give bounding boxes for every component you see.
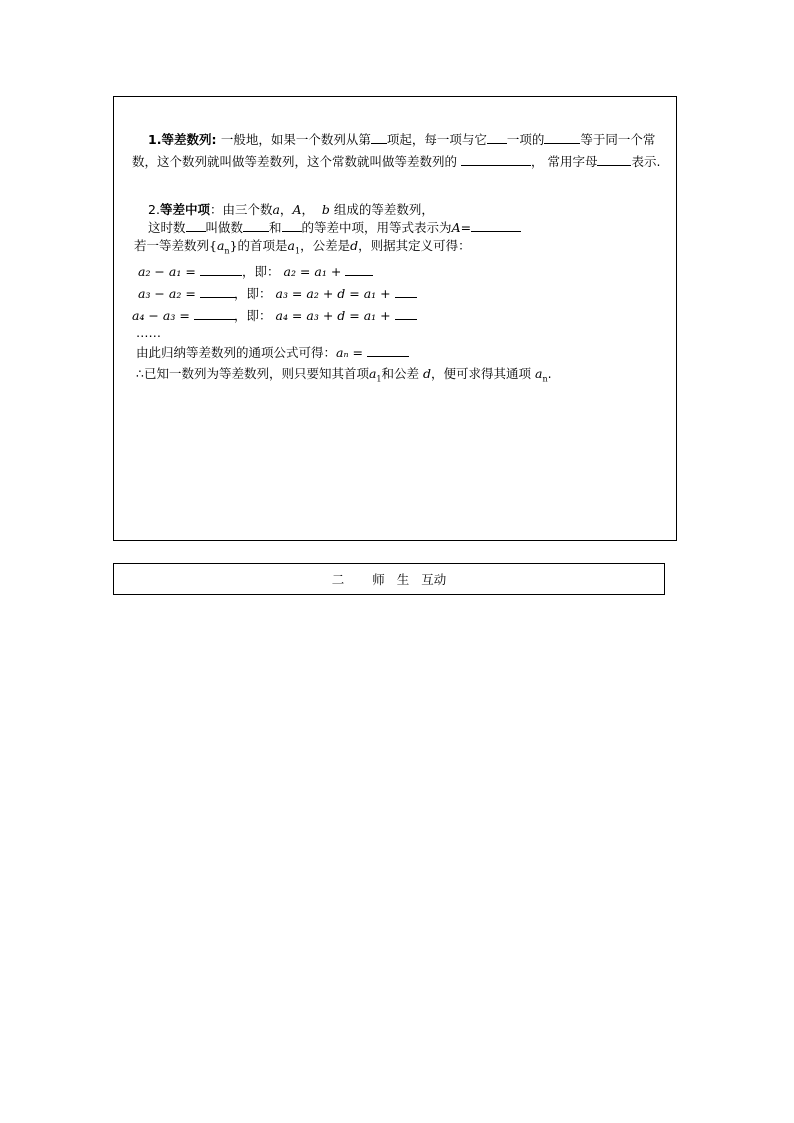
line3-a: 若一等差数列: [134, 238, 210, 253]
def-text-4: 等于同一个常数，这个数列就叫做等差数列，这个常数就叫做等差数列的: [132, 132, 656, 169]
mid-line2-c: 和: [269, 220, 282, 235]
section-header-w3: 互动: [421, 572, 447, 587]
blank-middle-formula[interactable]: [471, 219, 521, 232]
blank-eq3-rhs[interactable]: [395, 307, 417, 320]
blank-second-number[interactable]: [282, 219, 302, 232]
general-text: 由此归纳等差数列的通项公式可得：: [136, 345, 337, 360]
def-number: 1.: [148, 132, 162, 147]
equation-row-2: [138, 285, 236, 302]
blank-eq2[interactable]: [200, 285, 236, 298]
eq3-lhs: a₄ − a₃ =: [132, 308, 190, 323]
eq1-rhs: a₂ = a₁ +: [283, 264, 342, 279]
var-a: a: [272, 202, 280, 217]
equation-row-1-ji: [242, 263, 373, 280]
eq3-ji: ，即：: [234, 308, 272, 323]
eq2-rhs: a₃ = a₂ + d = a₁ +: [275, 286, 391, 301]
mid-term: 等差中项: [159, 202, 210, 217]
mid-line2-a: 这时数: [148, 220, 186, 235]
equation-row-2-ji: [234, 285, 417, 302]
def-text-2: 项起，每一项与它: [386, 132, 487, 147]
blank-prev-term[interactable]: [487, 131, 507, 144]
section-header-box: [113, 563, 665, 595]
equation-row-1: [138, 263, 242, 280]
var-b: b: [321, 202, 330, 217]
conclusion-a: ∴已知一数列为等差数列，则只要知其首项: [136, 366, 369, 381]
section-header-num: 二: [331, 572, 345, 587]
def-term: 等差数列: [161, 132, 212, 147]
mid-intro: ：由三个数: [209, 202, 273, 217]
blank-eq3[interactable]: [194, 307, 236, 320]
general-formula-line: [136, 344, 409, 361]
definition-intro-line: [134, 238, 471, 260]
def-text-1: 一般地，如果一个数列从第: [220, 132, 371, 147]
eq1-lhs: a₂ − a₁ =: [138, 264, 196, 279]
def-text-3: 一项的: [506, 132, 545, 147]
blank-start-index[interactable]: [371, 131, 387, 144]
first-term-symbol: $a_1$: [287, 238, 301, 256]
def-text-5: ， 常用字母: [531, 154, 598, 169]
def-colon: :: [211, 132, 221, 147]
sequence-notation: $\{a_n\}$: [209, 238, 238, 256]
line3-b: 的首项是: [237, 238, 288, 253]
conclusion-end: .: [547, 366, 552, 381]
blank-eq1[interactable]: [200, 263, 242, 276]
blank-common-difference[interactable]: [461, 153, 531, 166]
mid-number: 2.: [148, 202, 160, 217]
blank-eq2-rhs[interactable]: [395, 285, 417, 298]
def-text-6: 表示.: [631, 154, 661, 169]
conclusion-a1: $a_1$: [368, 366, 382, 384]
var-A: A: [292, 202, 302, 217]
conclusion-an: $a_n$: [535, 366, 548, 384]
var-d: d: [350, 238, 359, 253]
conclusion-d: d: [423, 366, 432, 381]
content-box: [113, 96, 677, 541]
eq2-ji: ，即：: [234, 286, 272, 301]
general-eq: aₙ =: [336, 345, 363, 360]
definition-paragraph: [132, 129, 672, 173]
eq2-lhs: a₃ − a₂ =: [138, 286, 196, 301]
blank-middle-number[interactable]: [186, 219, 206, 232]
mid-line2-b: 叫做数: [205, 220, 244, 235]
blank-eq1-rhs[interactable]: [345, 263, 373, 276]
line3-d: ，则据其定义可得：: [358, 238, 471, 253]
blank-general-formula[interactable]: [367, 344, 409, 357]
middle-term-line-2: [148, 219, 521, 236]
equation-row-3-ji: [234, 307, 417, 324]
section-header-w1: 师: [372, 572, 385, 587]
equation-row-3: [132, 307, 236, 324]
line3-c: ，公差是: [300, 238, 351, 253]
blank-first-number[interactable]: [243, 219, 269, 232]
middle-term-line-1: 2.等差中项：由三个数a，A， b 组成的等差数列，: [148, 202, 434, 217]
blank-letter[interactable]: [597, 153, 631, 166]
eq1-ji: ，即：: [242, 264, 280, 279]
mid-eq-label: A=: [451, 220, 472, 235]
mid-line2-d: 的等差中项，用等式表示为: [301, 220, 452, 235]
conclusion-b: 和公差: [381, 366, 420, 381]
eq3-rhs: a₄ = a₃ + d = a₁ +: [275, 308, 391, 323]
mid-intro-end: 组成的等差数列，: [333, 202, 434, 217]
section-header-w2: 生: [396, 572, 410, 587]
section-header-title: [326, 570, 453, 588]
ellipsis: ……: [136, 325, 161, 340]
blank-difference[interactable]: [544, 131, 580, 144]
conclusion-c: ，便可求得其通项: [431, 366, 532, 381]
conclusion-line: [136, 366, 552, 388]
